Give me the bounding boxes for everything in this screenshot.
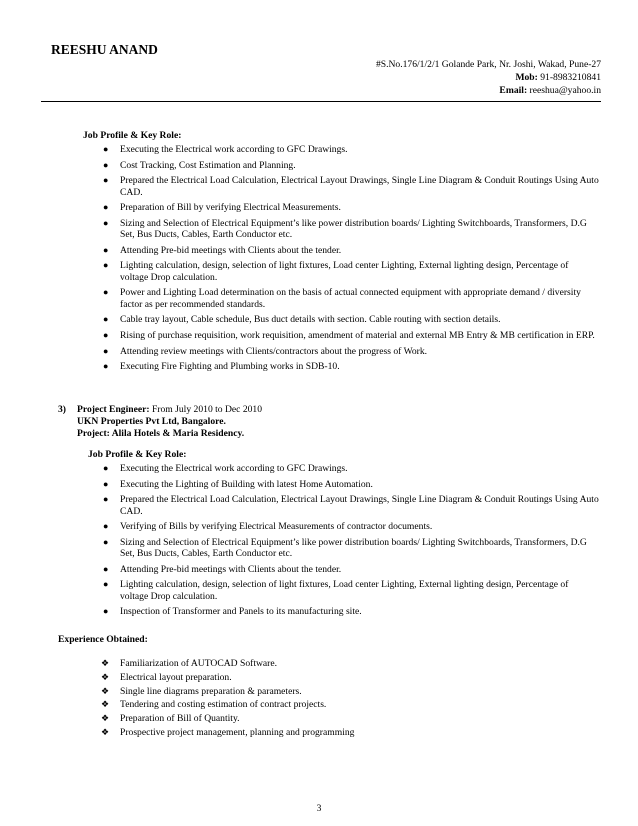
job-role-item <box>101 202 599 213</box>
list-item-text: Prospective project management, planning and programming <box>120 726 355 738</box>
mobile-line <box>376 71 601 84</box>
list-item-text: Prepared the Electrical Load Calculation, Electrical Layout Drawings, Single Line Diagram & Conduit Routings Using Auto CAD. <box>120 494 599 517</box>
experience-item <box>101 658 501 669</box>
list-item-text: Lighting calculation, design, selection of light fixtures, Load center Lighting, External lighting design, Percentage of voltage Drop calculation. <box>120 579 569 602</box>
job-role-item <box>101 494 599 517</box>
list-item-text: Familiarization of AUTOCAD Software. <box>120 658 278 669</box>
experience-heading: Experience Obtained: <box>58 634 148 645</box>
diamond-bullet-icon: ❖ <box>101 699 110 710</box>
list-item-text: Cable tray layout, Cable schedule, Bus duct details with section. Cable routing with section details. <box>120 314 501 326</box>
bullet-icon: ● <box>103 287 109 298</box>
email-label: Email: <box>499 85 528 96</box>
job-role-item <box>101 479 599 490</box>
list-item-text: Power and Lighting Load determination on the basis of actual connected equipment with appropriate demand / diversity factor as per recommended standards. <box>120 287 581 310</box>
list-item-text: Executing Fire Fighting and Plumbing works in SDB-10. <box>120 361 340 373</box>
list-item-text: Prepared the Electrical Load Calculation, Electrical Layout Drawings, Single Line Diagram & Conduit Routings Using Auto CAD. <box>120 175 599 198</box>
bullet-icon: ● <box>103 521 109 532</box>
project-name: Project: Alila Hotels & Maria Residency. <box>77 428 245 439</box>
list-item-text: Inspection of Transformer and Panels to its manufacturing site. <box>120 606 362 618</box>
bullet-icon: ● <box>103 606 109 617</box>
job-role-item <box>101 314 599 325</box>
diamond-bullet-icon: ❖ <box>101 685 110 696</box>
bullet-icon: ● <box>103 536 109 547</box>
bullet-icon: ● <box>103 345 109 356</box>
list-item-text: Single line diagrams preparation & parameters. <box>120 685 302 697</box>
job-role-item <box>101 245 599 256</box>
list-item-text: Lighting calculation, design, selection of light fixtures, Load center Lighting, External lighting design, Percentage of voltage Drop calculation. <box>120 260 569 283</box>
project-3-title-line <box>58 404 262 416</box>
list-item-text: Executing the Lighting of Building with latest Home Automation. <box>120 478 373 490</box>
job-role-item <box>101 175 599 198</box>
address: #S.No.176/1/2/1 Golande Park, Nr. Joshi, Wakad, Pune-27 <box>375 59 601 70</box>
experience-item <box>101 727 501 738</box>
bullet-icon: ● <box>103 314 109 325</box>
header-divider <box>41 101 601 102</box>
project-company: UKN Properties Pvt Ltd, Bangalore. <box>77 416 226 427</box>
job-profile-heading-2: Job Profile & Key Role: <box>88 449 187 460</box>
list-item-text: Sizing and Selection of Electrical Equipment’s like power distribution boards/ Lighting Switchboards, Transformers, D.G Set, Bus Ducts, Cables, Earth Conductor etc. <box>120 536 587 560</box>
experience-item <box>101 713 501 724</box>
job-role-item <box>101 521 599 532</box>
job-role-item <box>101 287 599 310</box>
list-item-text: Rising of purchase requisition, work requisition, amendment of material and external MB Entry & MB certification in ERP. <box>120 329 595 341</box>
bullet-icon: ● <box>103 217 109 228</box>
list-item-text: Preparation of Bill by verifying Electrical Measurements. <box>120 202 341 214</box>
mobile-label: Mob: <box>515 72 538 83</box>
job-role-item <box>101 260 599 283</box>
diamond-bullet-icon: ❖ <box>101 726 110 737</box>
experience-item <box>101 686 501 697</box>
list-item-text: Electrical layout preparation. <box>120 671 232 683</box>
list-item-text: Attending Pre-bid meetings with Clients about the tender. <box>120 563 342 575</box>
bullet-icon: ● <box>103 329 109 340</box>
page-number: 3 <box>316 803 322 814</box>
list-item-text: Executing the Electrical work according to GFC Drawings. <box>120 144 348 155</box>
job-role-item <box>101 463 599 474</box>
experience-item <box>101 699 501 710</box>
candidate-name: REESHU ANAND <box>51 42 158 57</box>
list-item-text: Preparation of Bill of Quantity. <box>120 713 240 725</box>
bullet-icon: ● <box>103 260 109 271</box>
job-role-item <box>101 144 599 155</box>
contact-block <box>376 58 601 97</box>
job-role-item <box>101 160 599 171</box>
job-role-item <box>101 564 599 575</box>
list-item-text: Verifying of Bills by verifying Electrical Measurements of contractor documents. <box>120 521 433 533</box>
job-role-item <box>101 346 599 357</box>
bullet-icon: ● <box>103 202 109 213</box>
experience-list <box>101 658 501 741</box>
bullet-icon: ● <box>103 144 109 154</box>
experience-item <box>101 672 501 683</box>
email-line <box>376 84 601 97</box>
list-item-text: Attending Pre-bid meetings with Clients about the tender. <box>120 244 342 256</box>
list-item-text: Executing the Electrical work according to GFC Drawings. <box>120 463 348 474</box>
job-role-item <box>101 218 599 241</box>
bullet-icon: ● <box>103 494 109 505</box>
job-profile-list-1 <box>101 144 599 377</box>
project-period: From July 2010 to Dec 2010 <box>151 404 263 415</box>
job-profile-list-2 <box>101 463 599 622</box>
diamond-bullet-icon: ❖ <box>101 713 110 724</box>
job-role-item <box>101 579 599 602</box>
list-item-text: Sizing and Selection of Electrical Equipment’s like power distribution boards/ Lighting Switchboards, Transformers, D.G Set, Bus Ducts, Cables, Earth Conductor etc. <box>120 217 587 241</box>
job-role-item <box>101 330 599 341</box>
job-role-item <box>101 361 599 372</box>
job-role-item <box>101 537 599 560</box>
project-3-block <box>58 404 262 440</box>
job-role-item <box>101 606 599 617</box>
bullet-icon: ● <box>103 361 109 372</box>
diamond-bullet-icon: ❖ <box>101 658 110 668</box>
bullet-icon: ● <box>103 579 109 590</box>
project-role: Project Engineer: <box>77 404 150 415</box>
bullet-icon: ● <box>103 159 109 170</box>
bullet-icon: ● <box>103 175 109 186</box>
diamond-bullet-icon: ❖ <box>101 671 110 682</box>
bullet-icon: ● <box>103 478 109 489</box>
list-item-text: Attending review meetings with Clients/contractors about the progress of Work. <box>120 345 428 357</box>
bullet-icon: ● <box>103 244 109 255</box>
job-profile-heading-1: Job Profile & Key Role: <box>83 130 182 141</box>
project-number: 3) <box>58 404 66 415</box>
bullet-icon: ● <box>103 463 109 473</box>
email-address: reeshua@yahoo.in <box>529 85 601 96</box>
list-item-text: Cost Tracking, Cost Estimation and Planning. <box>120 159 296 171</box>
list-item-text: Tendering and costing estimation of contract projects. <box>120 699 327 711</box>
bullet-icon: ● <box>103 563 109 574</box>
mobile-number: 91-8983210841 <box>540 72 601 83</box>
